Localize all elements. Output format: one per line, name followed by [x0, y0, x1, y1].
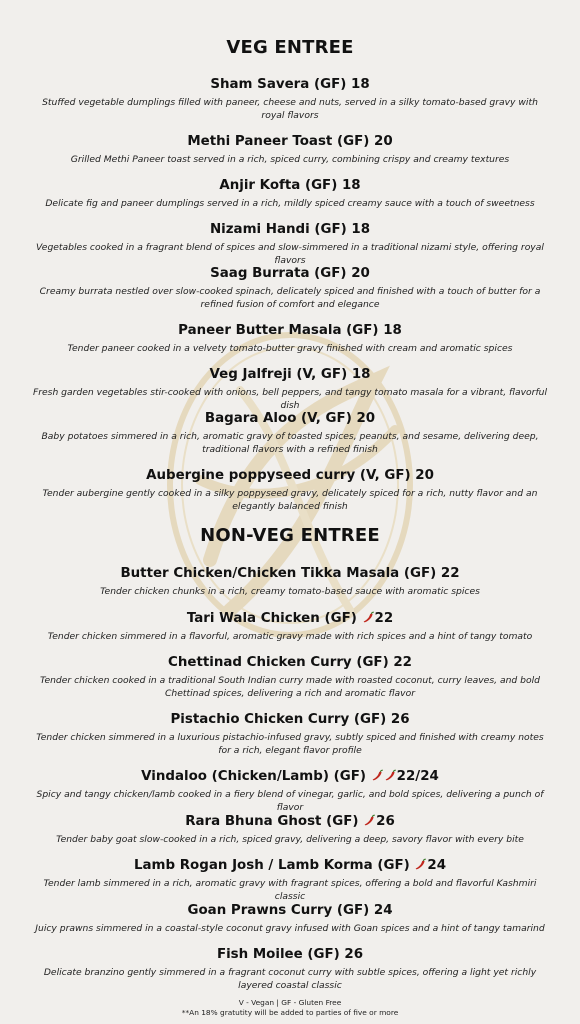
menu-item-description: Tender chicken cooked in a traditional South Indian curry made with roasted coconut, curry leaves, and bold Chettinad spices, delivering a rich and aromatic flavor: [39, 675, 541, 699]
menu-item-title: Nizami Handi (GF) 18: [209, 222, 371, 237]
menu-item-title: Anjir Kofta (GF) 18: [219, 178, 361, 193]
menu-item-title: Chettinad Chicken Curry (GF) 22: [168, 655, 412, 670]
menu-item-title: Fish Moilee (GF) 26: [216, 947, 364, 962]
menu-item-name: [16, 177, 564, 194]
menu-item-name: [16, 902, 564, 919]
menu-item-title: Goan Prawns Curry (GF) 24: [187, 903, 393, 918]
menu-item-name: [16, 610, 564, 627]
menu-item-title: Methi Paneer Toast (GF) 20: [187, 134, 393, 149]
menu-item-description: Fresh garden vegetables stir-cooked with onions, bell peppers, and tangy tomato masala for a vibrant, flavorful dish: [32, 387, 548, 411]
menu-item-title: Butter Chicken/Chicken Tikka Masala (GF) 22: [120, 566, 460, 581]
chili-pepper-icon: [414, 858, 427, 871]
menu-item-description: Delicate fig and paneer dumplings served in a rich, mildly spiced creamy sauce with a touch of sweetness: [45, 198, 535, 209]
menu-item-title: Vindaloo (Chicken/Lamb) (GF): [141, 769, 366, 784]
chili-pepper-icon: [371, 769, 384, 782]
menu-item: [16, 322, 564, 355]
menu-item: [16, 410, 564, 456]
menu-item-name: [16, 366, 564, 383]
menu-item-name: [16, 654, 564, 671]
menu-item-name: [16, 946, 564, 963]
menu-item-title: Bagara Aloo (V, GF) 20: [204, 411, 376, 426]
menu-item-name: [16, 221, 564, 238]
menu-item: [16, 610, 564, 643]
menu-item: [16, 565, 564, 598]
menu-item-name: [16, 265, 564, 282]
menu-item: [16, 857, 564, 903]
menu-item: [16, 366, 564, 412]
menu-item: [16, 177, 564, 210]
menu-item-title: Rara Bhuna Ghost (GF): [185, 814, 359, 829]
menu-item-name: [16, 813, 564, 830]
menu-item-description: Delicate branzino gently simmered in a fragrant coconut curry with subtle spices, offering a light yet richly layered coastal classic: [43, 967, 537, 991]
menu-item-name: [16, 565, 564, 582]
menu-item-description: Tender aubergine gently cooked in a silky poppyseed gravy, delicately spiced for a rich, nutty flavor and an elegantly balanced finish: [42, 488, 538, 512]
menu-item-description: Juicy prawns simmered in a coastal-style coconut gravy infused with Goan spices and a hint of tangy tamarind: [35, 923, 545, 934]
menu-item-name: [16, 467, 564, 484]
menu-item-name: [16, 76, 564, 93]
menu-item-description: Tender chicken simmered in a flavorful, aromatic gravy made with rich spices and a hint of tangy tomato: [47, 631, 533, 642]
menu-item-description: Tender lamb simmered in a rich, aromatic gravy with fragrant spices, offering a bold and flavorful Kashmiri classic: [43, 878, 537, 902]
menu-item-price: 26: [376, 814, 395, 829]
menu-item-description: Tender paneer cooked in a velvety tomato-butter gravy finished with cream and aromatic spices: [67, 343, 513, 354]
menu-item-description: Tender chicken chunks in a rich, creamy tomato-based sauce with aromatic spices: [100, 586, 480, 597]
menu-item: [16, 76, 564, 122]
menu-item-name: [16, 410, 564, 427]
menu-item-price: 24: [427, 858, 447, 873]
menu-item: [16, 813, 564, 846]
menu-item: [16, 133, 564, 166]
menu-item: [16, 711, 564, 757]
menu-item-description: Tender chicken simmered in a luxurious pistachio-infused gravy, subtly spiced and finished with creamy notes for a rich, elegant flavor profile: [36, 732, 544, 756]
menu-item-name: [16, 711, 564, 728]
menu-footer: [0, 998, 580, 1017]
menu-item: [16, 654, 564, 700]
menu-item-description: Tender baby goat slow-cooked in a rich, spiced gravy, delivering a deep, savory flavor with every bite: [56, 834, 524, 845]
menu-item-title: Lamb Rogan Josh / Lamb Korma (GF): [133, 858, 410, 873]
menu-item: [16, 902, 564, 935]
menu-item-price: 22/24: [396, 769, 439, 784]
menu-item-title: Aubergine poppyseed curry (V, GF) 20: [146, 468, 434, 483]
menu-item-description: Stuffed vegetable dumplings filled with paneer, cheese and nuts, served in a silky tomato-based gravy with royal flavors: [42, 97, 538, 121]
menu-item-title: Pistachio Chicken Curry (GF) 26: [170, 712, 410, 727]
nonveg-section-title: NON-VEG ENTREE: [200, 525, 380, 546]
menu-item-description: Vegetables cooked in a fragrant blend of spices and slow-simmered in a traditional nizami style, offering royal flavors: [36, 242, 544, 266]
menu-item: [16, 221, 564, 267]
menu-item: [16, 467, 564, 513]
menu-item-title: Veg Jalfreji (V, GF) 18: [209, 367, 371, 382]
menu-item-description: Creamy burrata nestled over slow-cooked spinach, delicately spiced and finished with a touch of butter for a refined fusion of comfort and elegance: [39, 286, 541, 310]
menu-item-name: [16, 768, 564, 785]
menu-item-name: [16, 133, 564, 150]
chili-pepper-icon: [384, 769, 397, 782]
menu-item: [16, 265, 564, 311]
dietary-legend: V - Vegan | GF - Gluten Free: [238, 998, 342, 1007]
menu-item-description: Baby potatoes simmered in a rich, aromatic gravy of toasted spices, peanuts, and sesame, delivering deep, traditional flavors with a refined finish: [41, 431, 539, 455]
menu-item-title: Sham Savera (GF) 18: [210, 77, 370, 92]
menu-item-title: Saag Burrata (GF) 20: [210, 266, 370, 281]
menu-item-title: Paneer Butter Masala (GF) 18: [178, 323, 402, 338]
chili-pepper-icon: [363, 814, 376, 827]
veg-section-title: VEG ENTREE: [226, 37, 354, 58]
menu-item: [16, 768, 564, 814]
menu-item-title: Tari Wala Chicken (GF): [186, 611, 357, 626]
menu-item-price: 22: [374, 611, 394, 626]
menu-item: [16, 946, 564, 992]
menu-item-description: Spicy and tangy chicken/lamb cooked in a fiery blend of vinegar, garlic, and bold spices, delivering a punch of flavor: [36, 789, 544, 813]
chili-pepper-icon: [362, 611, 375, 624]
menu-item-name: [16, 857, 564, 874]
gratuity-note: **An 18% gratutity will be added to parties of five or more: [181, 1007, 399, 1017]
menu-item-name: [16, 322, 564, 339]
menu-item-description: Grilled Methi Paneer toast served in a rich, spiced curry, combining crispy and creamy textures: [70, 154, 510, 165]
